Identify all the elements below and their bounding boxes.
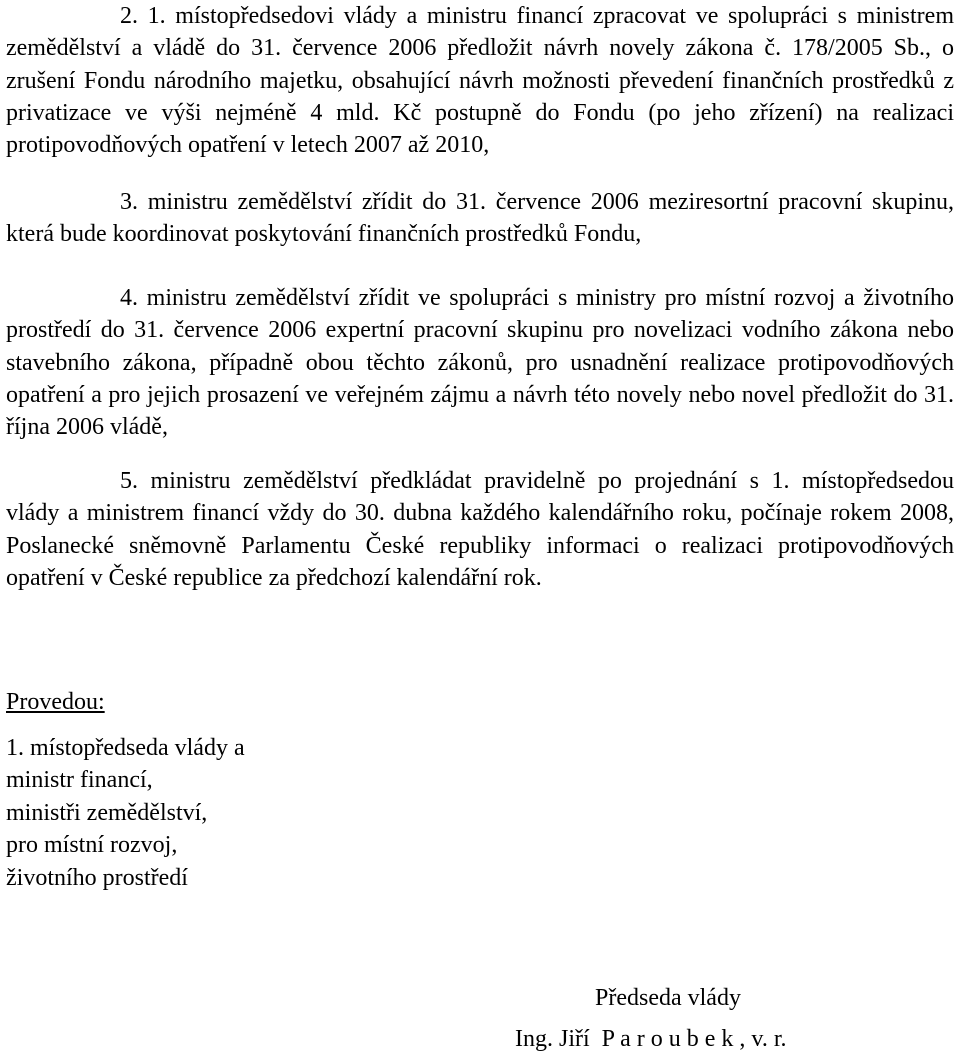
responsible-officials-list: [6, 732, 245, 894]
official-item: ministři zemědělství,: [6, 799, 208, 826]
official-item: pro místní rozvoj,: [6, 832, 178, 859]
resolution-point-2: 2. 1. místopředsedovi vlády a ministru financí zpracovat ve spolupráci s ministrem zemědělství a vládě do 31. července 2006 předložit návrh novely zákona č. 178/2005 Sb., o zrušení Fondu národního majetku, obsahující návrh možnosti převedení finančních prostředků z privatizace ve výši nejméně 4 mld. Kč postupně do Fondu (po jeho zřízení) na realizaci protipovodňových opatření v letech 2007 až 2010,: [6, 3, 954, 159]
official-item: životního prostředí: [6, 864, 188, 891]
resolution-point-3: 3. ministru zemědělství zřídit do 31. července 2006 meziresortní pracovní skupinu, která bude koordinovat poskytování finančních prostředků Fondu,: [6, 189, 954, 248]
resolution-point-5: 5. ministru zemědělství předkládat pravidelně po projednání s 1. místopředsedou vlády a ministrem financí vždy do 30. dubna každého kalendářního roku, počínaje rokem 2008, Poslanecké sněmovně Parlamentu České republiky informaci o realizaci protipovodňových opatření v České republice za předchozí kalendářní rok.: [6, 468, 954, 591]
signature-name: Ing. Jiří P a r o u b e k , v. r.: [515, 1026, 787, 1052]
provedou-heading: Provedou:: [6, 689, 105, 715]
signature-block: [515, 982, 955, 1056]
signature-title: Předseda vlády: [595, 985, 741, 1011]
official-item: 1. místopředseda vlády a: [6, 735, 245, 761]
official-item: ministr financí,: [6, 767, 153, 794]
resolution-point-4: 4. ministru zemědělství zřídit ve spolupráci s ministry pro místní rozvoj a životního prostředí do 31. července 2006 expertní pracovní skupinu pro novelizaci vodního zákona nebo stavebního zákona, případně obou těchto zákonů, pro usnadnění realizace protipovodňových opatření a pro jejich prosazení ve veřejném zájmu a návrh této novely nebo novel předložit do 31. října 2006 vládě,: [6, 285, 954, 441]
